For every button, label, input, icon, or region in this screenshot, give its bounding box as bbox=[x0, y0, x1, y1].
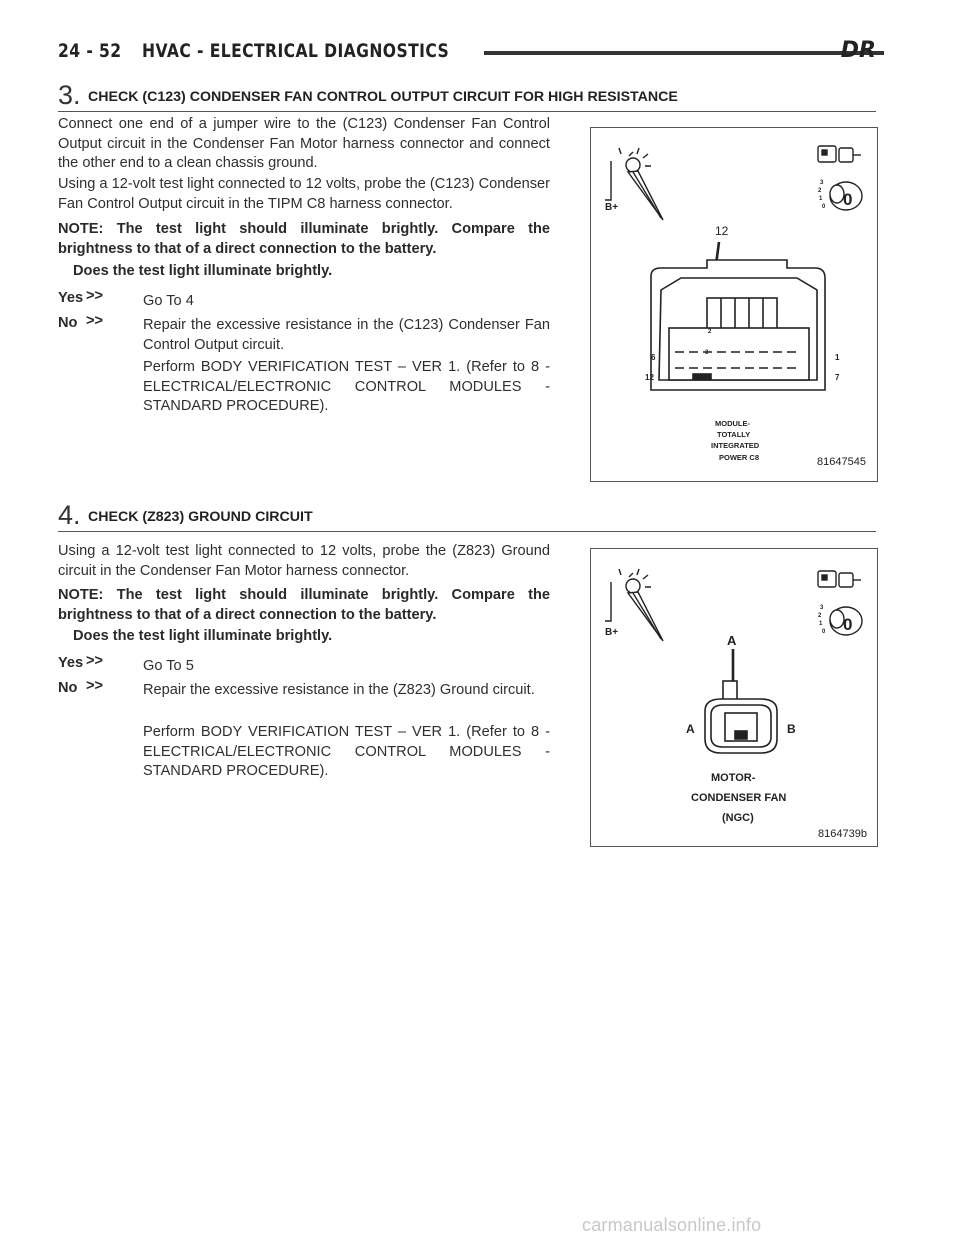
dial-mark-3: 3 bbox=[820, 605, 824, 611]
step-4-note: NOTE: The test light should illuminate brightly. Compare the brightness to that of a direct connection to the battery. bbox=[58, 587, 550, 623]
pin-label-1: 1 bbox=[835, 353, 840, 362]
step-3-yes-label: Yes bbox=[58, 290, 84, 306]
dial-mark-0: 0 bbox=[822, 629, 826, 635]
condenser-fan-connector-icon bbox=[705, 681, 777, 753]
figure-id: 8164739b bbox=[818, 828, 867, 840]
page-header bbox=[58, 40, 876, 66]
figure-caption: POWER C8 bbox=[719, 453, 760, 462]
step-4-no-text-2: Perform BODY VERIFICATION TEST – VER 1. (Refer to 8 - ELECTRICAL/ELECTRONIC CONTROL MODULES - STANDARD PROCEDURE). bbox=[143, 724, 550, 779]
figure-caption: INTEGRATED bbox=[711, 441, 760, 450]
step-rule bbox=[58, 111, 876, 112]
dial-mark-1: 1 bbox=[819, 196, 823, 202]
figure-tipm-c8-connector bbox=[590, 127, 878, 482]
step-3-yes-text: Go To 4 bbox=[143, 293, 194, 309]
step-3-note: NOTE: The test light should illuminate brightly. Compare the brightness to that of a direct connection to the battery. bbox=[58, 221, 550, 257]
figure-condenser-fan-connector bbox=[590, 548, 878, 847]
step-3-no-arrow: >> bbox=[86, 313, 104, 329]
pin-label-3: 3 bbox=[705, 350, 709, 356]
pin-label-b: B bbox=[787, 722, 796, 736]
probe-label: B+ bbox=[605, 202, 619, 213]
step-3-question: Does the test light illuminate brightly. bbox=[73, 263, 333, 279]
figure-caption: TOTALLY bbox=[717, 430, 751, 439]
connector-jumper-icon bbox=[818, 571, 861, 587]
step-3-yes-arrow: >> bbox=[86, 288, 104, 304]
step-number: 3. bbox=[58, 80, 81, 110]
pin-label-2: 2 bbox=[708, 329, 712, 335]
step-3-no-text-1: Repair the excessive resistance in the (C123) Condenser Fan Control Output circuit. bbox=[143, 317, 550, 353]
step-4-yes-text: Go To 5 bbox=[143, 658, 194, 674]
step-4-no-label: No bbox=[58, 680, 78, 696]
dial-digit: 0 bbox=[843, 615, 853, 634]
step-4-no-arrow: >> bbox=[86, 678, 104, 694]
figure-id: 81647545 bbox=[817, 456, 866, 468]
tipm-c8-connector-icon bbox=[651, 260, 825, 390]
step-4-yes-arrow: >> bbox=[86, 653, 104, 669]
step-number: 4. bbox=[58, 500, 81, 530]
step-rule bbox=[58, 531, 876, 532]
pin-label-7: 7 bbox=[835, 373, 840, 382]
dial-digit: 0 bbox=[843, 190, 853, 209]
pin-label-6: 6 bbox=[651, 353, 656, 362]
step-4-paragraph-1: Using a 12-volt test light connected to 12 volts, probe the (Z823) Ground circuit in the Condenser Fan Motor harness connector. bbox=[58, 543, 550, 579]
step-4-yes-label: Yes bbox=[58, 655, 84, 671]
dial-mark-2: 2 bbox=[818, 188, 822, 194]
dial-mark-0: 0 bbox=[822, 204, 826, 210]
section-title: HVAC - ELECTRICAL DIAGNOSTICS bbox=[142, 40, 450, 62]
pin-label-12: 12 bbox=[645, 373, 654, 382]
step-3-no-label: No bbox=[58, 315, 78, 331]
step-3-no-text-2: Perform BODY VERIFICATION TEST – VER 1. (Refer to 8 - ELECTRICAL/ELECTRONIC CONTROL MODULES - STANDARD PROCEDURE). bbox=[143, 359, 550, 414]
dial-mark-3: 3 bbox=[820, 180, 824, 186]
probe-label: B+ bbox=[605, 627, 619, 638]
model-code: DR bbox=[840, 38, 876, 63]
step-title: CHECK (Z823) GROUND CIRCUIT bbox=[88, 509, 313, 525]
dial-mark-2: 2 bbox=[818, 613, 822, 619]
page-number: 24 - 52 bbox=[58, 40, 122, 62]
step-3-paragraph-2: Using a 12-volt test light connected to 12 volts, probe the (C123) Condenser Fan Control Output circuit in the TIPM C8 harness connector. bbox=[58, 176, 550, 212]
connector-jumper-icon bbox=[818, 146, 861, 162]
watermark: carmanualsonline.info bbox=[582, 1215, 762, 1235]
figure-caption: CONDENSER FAN bbox=[691, 792, 787, 804]
dial-mark-1: 1 bbox=[819, 621, 823, 627]
figure-caption: MOTOR- bbox=[711, 772, 756, 784]
figure-caption: (NGC) bbox=[722, 812, 754, 824]
pin-callout: A bbox=[727, 633, 737, 648]
step-4-question: Does the test light illuminate brightly. bbox=[73, 628, 333, 644]
pin-callout: 12 bbox=[715, 224, 729, 238]
step-3-paragraph-1: Connect one end of a jumper wire to the (C123) Condenser Fan Control Output circuit in the Condenser Fan Motor harness connector and connect the other end to a clean chassis ground. bbox=[58, 116, 550, 171]
header-rule bbox=[484, 51, 884, 55]
step-title: CHECK (C123) CONDENSER FAN CONTROL OUTPUT CIRCUIT FOR HIGH RESISTANCE bbox=[88, 89, 678, 105]
step-4-no-text-1: Repair the excessive resistance in the (Z823) Ground circuit. bbox=[143, 682, 535, 698]
pin-label-a: A bbox=[686, 722, 695, 736]
figure-caption: MODULE- bbox=[715, 419, 750, 428]
